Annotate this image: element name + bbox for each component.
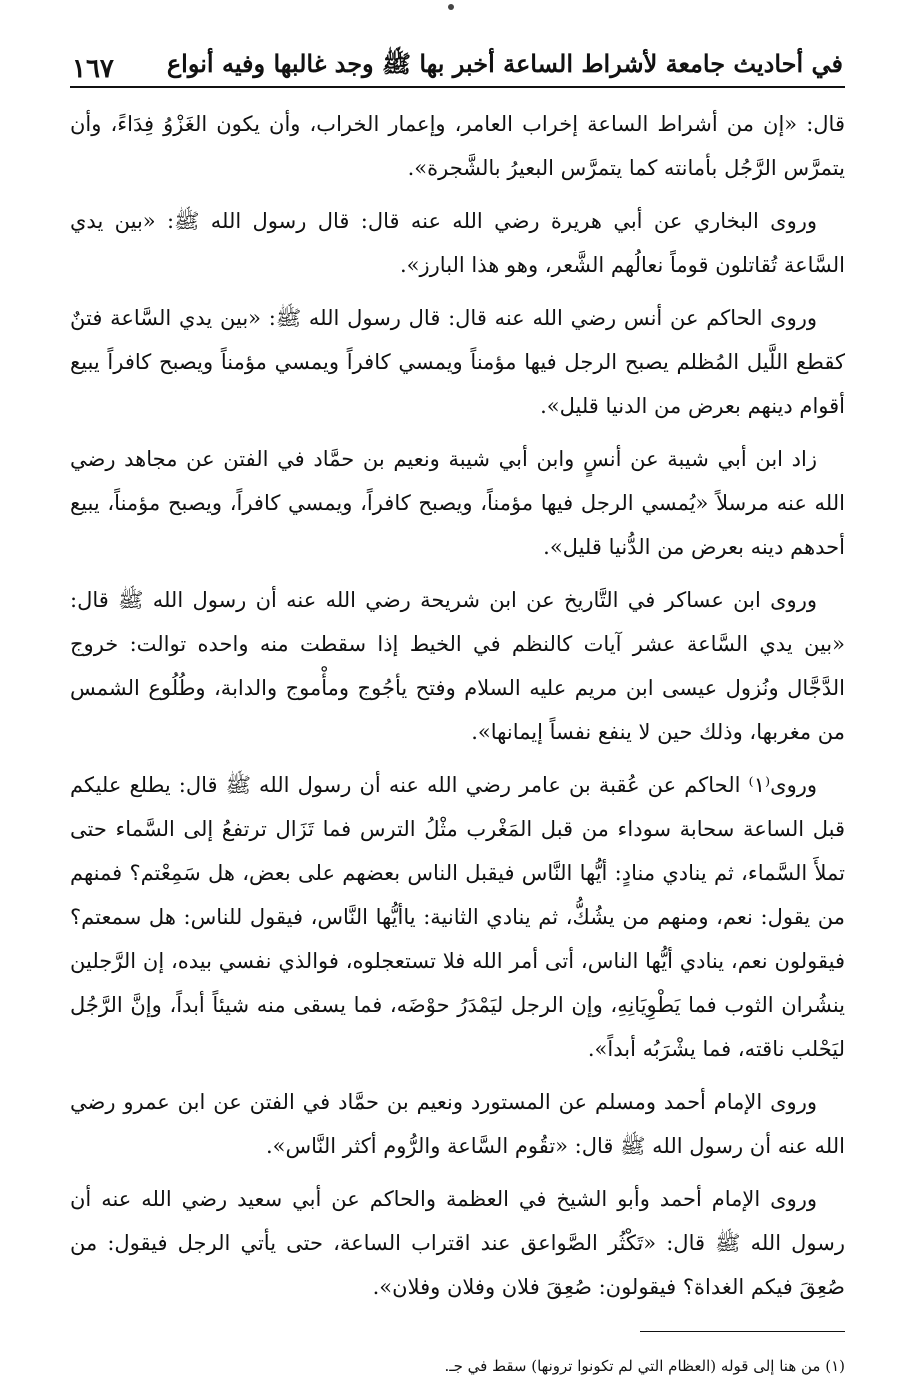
paragraph: وروى الإمام أحمد وأبو الشيخ في العظمة والحاكم عن أبي سعيد رضي الله عنه أن رسول الله ﷺ قال: «تَكْثُر الصَّواعق عند اقتراب الساعة، حتى يأتي الرجل فيقول: من صُعِقَ فيكم الغداة؟ فيقولون: صُعِقَ فلان وفلان وفلان». <box>70 1187 845 1299</box>
paragraph: وروى الحاكم عن أنس رضي الله عنه قال: قال رسول الله ﷺ: «بين يدي السَّاعة فتنٌ كقطع اللَّيل المُظلم يصبح الرجل فيها مؤمناً ويمسي كافراً ويمسي مؤمناً ويصبح كافراً يبيع أقوام دينهم بعرض من الدنيا قليل». <box>70 306 845 418</box>
page-number: ١٦٧ <box>72 54 114 84</box>
paragraph: قال: «إن من أشراط الساعة إخراب العامر، وإعمار الخراب، وأن يكون الغَزْوُ فِدَاءً، وأن يتمرَّس الرَّجُل بأمانته كما يتمرَّس البعيرُ بالشَّجرة». <box>70 112 845 180</box>
paragraph: وروى البخاري عن أبي هريرة رضي الله عنه قال: قال رسول الله ﷺ: «بين يدي السَّاعة تُقاتلون قوماً نعالُهم الشَّعر، وهو هذا البارز». <box>70 209 845 277</box>
footnote: (١) من هنا إلى قوله (العظام التي لم تكونوا ترونها) سقط في جـ. <box>444 1357 845 1375</box>
footnote-rule <box>640 1331 845 1332</box>
scan-dot <box>448 4 454 10</box>
paragraph: وروى⁽١⁾ الحاكم عن عُقبة بن عامر رضي الله عنه أن رسول الله ﷺ قال: يطلع عليكم قبل الساعة سحابة سوداء من قبل المَغْرب مثْلُ الترس فما تَزَال ترتفعُ إلى السَّماء حتى تملأَ السَّماء، ثم ينادي منادٍ: أيُّها النَّاس فيقبل الناس بعضهم على بعض، هل سَمِعْتم؟ فمنهم من يقول: نعم، ومنهم من يشُكُّ، ثم ينادي الثانية: ياأيُّها النَّاس، فيقول للناس: هل سمعتم؟ فيقولون نعم، ينادي أيُّها الناس، أتى أمر الله فلا تستعجلوه، فوالذي نفسي بيده، إن الرَّجلين ينشُران الثوب فما يَطْوِيَانِهِ، وإن الرجل ليَمْدَرُ حوْضَه، فما يسقى منه شيئاً أبداً، وإنَّ الرَّجُل ليَحْلب ناقته، فما يشْرَبُه أبداً». <box>70 773 845 1061</box>
book-page <box>70 38 845 1378</box>
running-header <box>70 38 845 84</box>
paragraph: وروى الإمام أحمد ومسلم عن المستورد ونعيم بن حمَّاد في الفتن عن ابن عمرو رضي الله عنه أن رسول الله ﷺ قال: «تقُوم السَّاعة والرُّوم أكثر النَّاس». <box>70 1090 845 1158</box>
paragraph: وروى ابن عساكر في التَّاريخ عن ابن شريحة رضي الله عنه أن رسول الله ﷺ قال: «بين يدي السَّاعة عشر آيات كالنظم في الخيط إذا سقطت منه واحده توالت: خروج الدَّجَّال ونُزول عيسى ابن مريم عليه السلام وفتح يأجُوج ومأْموج والدابة، وطُلُوع الشمس من مغربها، وذلك حين لا ينفع نفساً إيمانها». <box>70 588 845 744</box>
header-rule <box>70 86 845 88</box>
running-title: في أحاديث جامعة لأشراط الساعة أخبر بها ﷺ وجد غالبها وفيه أنواع <box>166 49 843 78</box>
paragraph: زاد ابن أبي شيبة عن أنسٍ وابن أبي شيبة ونعيم بن حمَّاد في الفتن عن مجاهد رضي الله عنه مرسلاً «يُمسي الرجل فيها مؤمناً، ويصبح كافراً، ويمسي كافراً، ويصبح مؤمناً، يبيع أحدهم دينه بعرض من الدُّنيا قليل». <box>70 447 845 559</box>
page-body <box>70 102 845 1309</box>
